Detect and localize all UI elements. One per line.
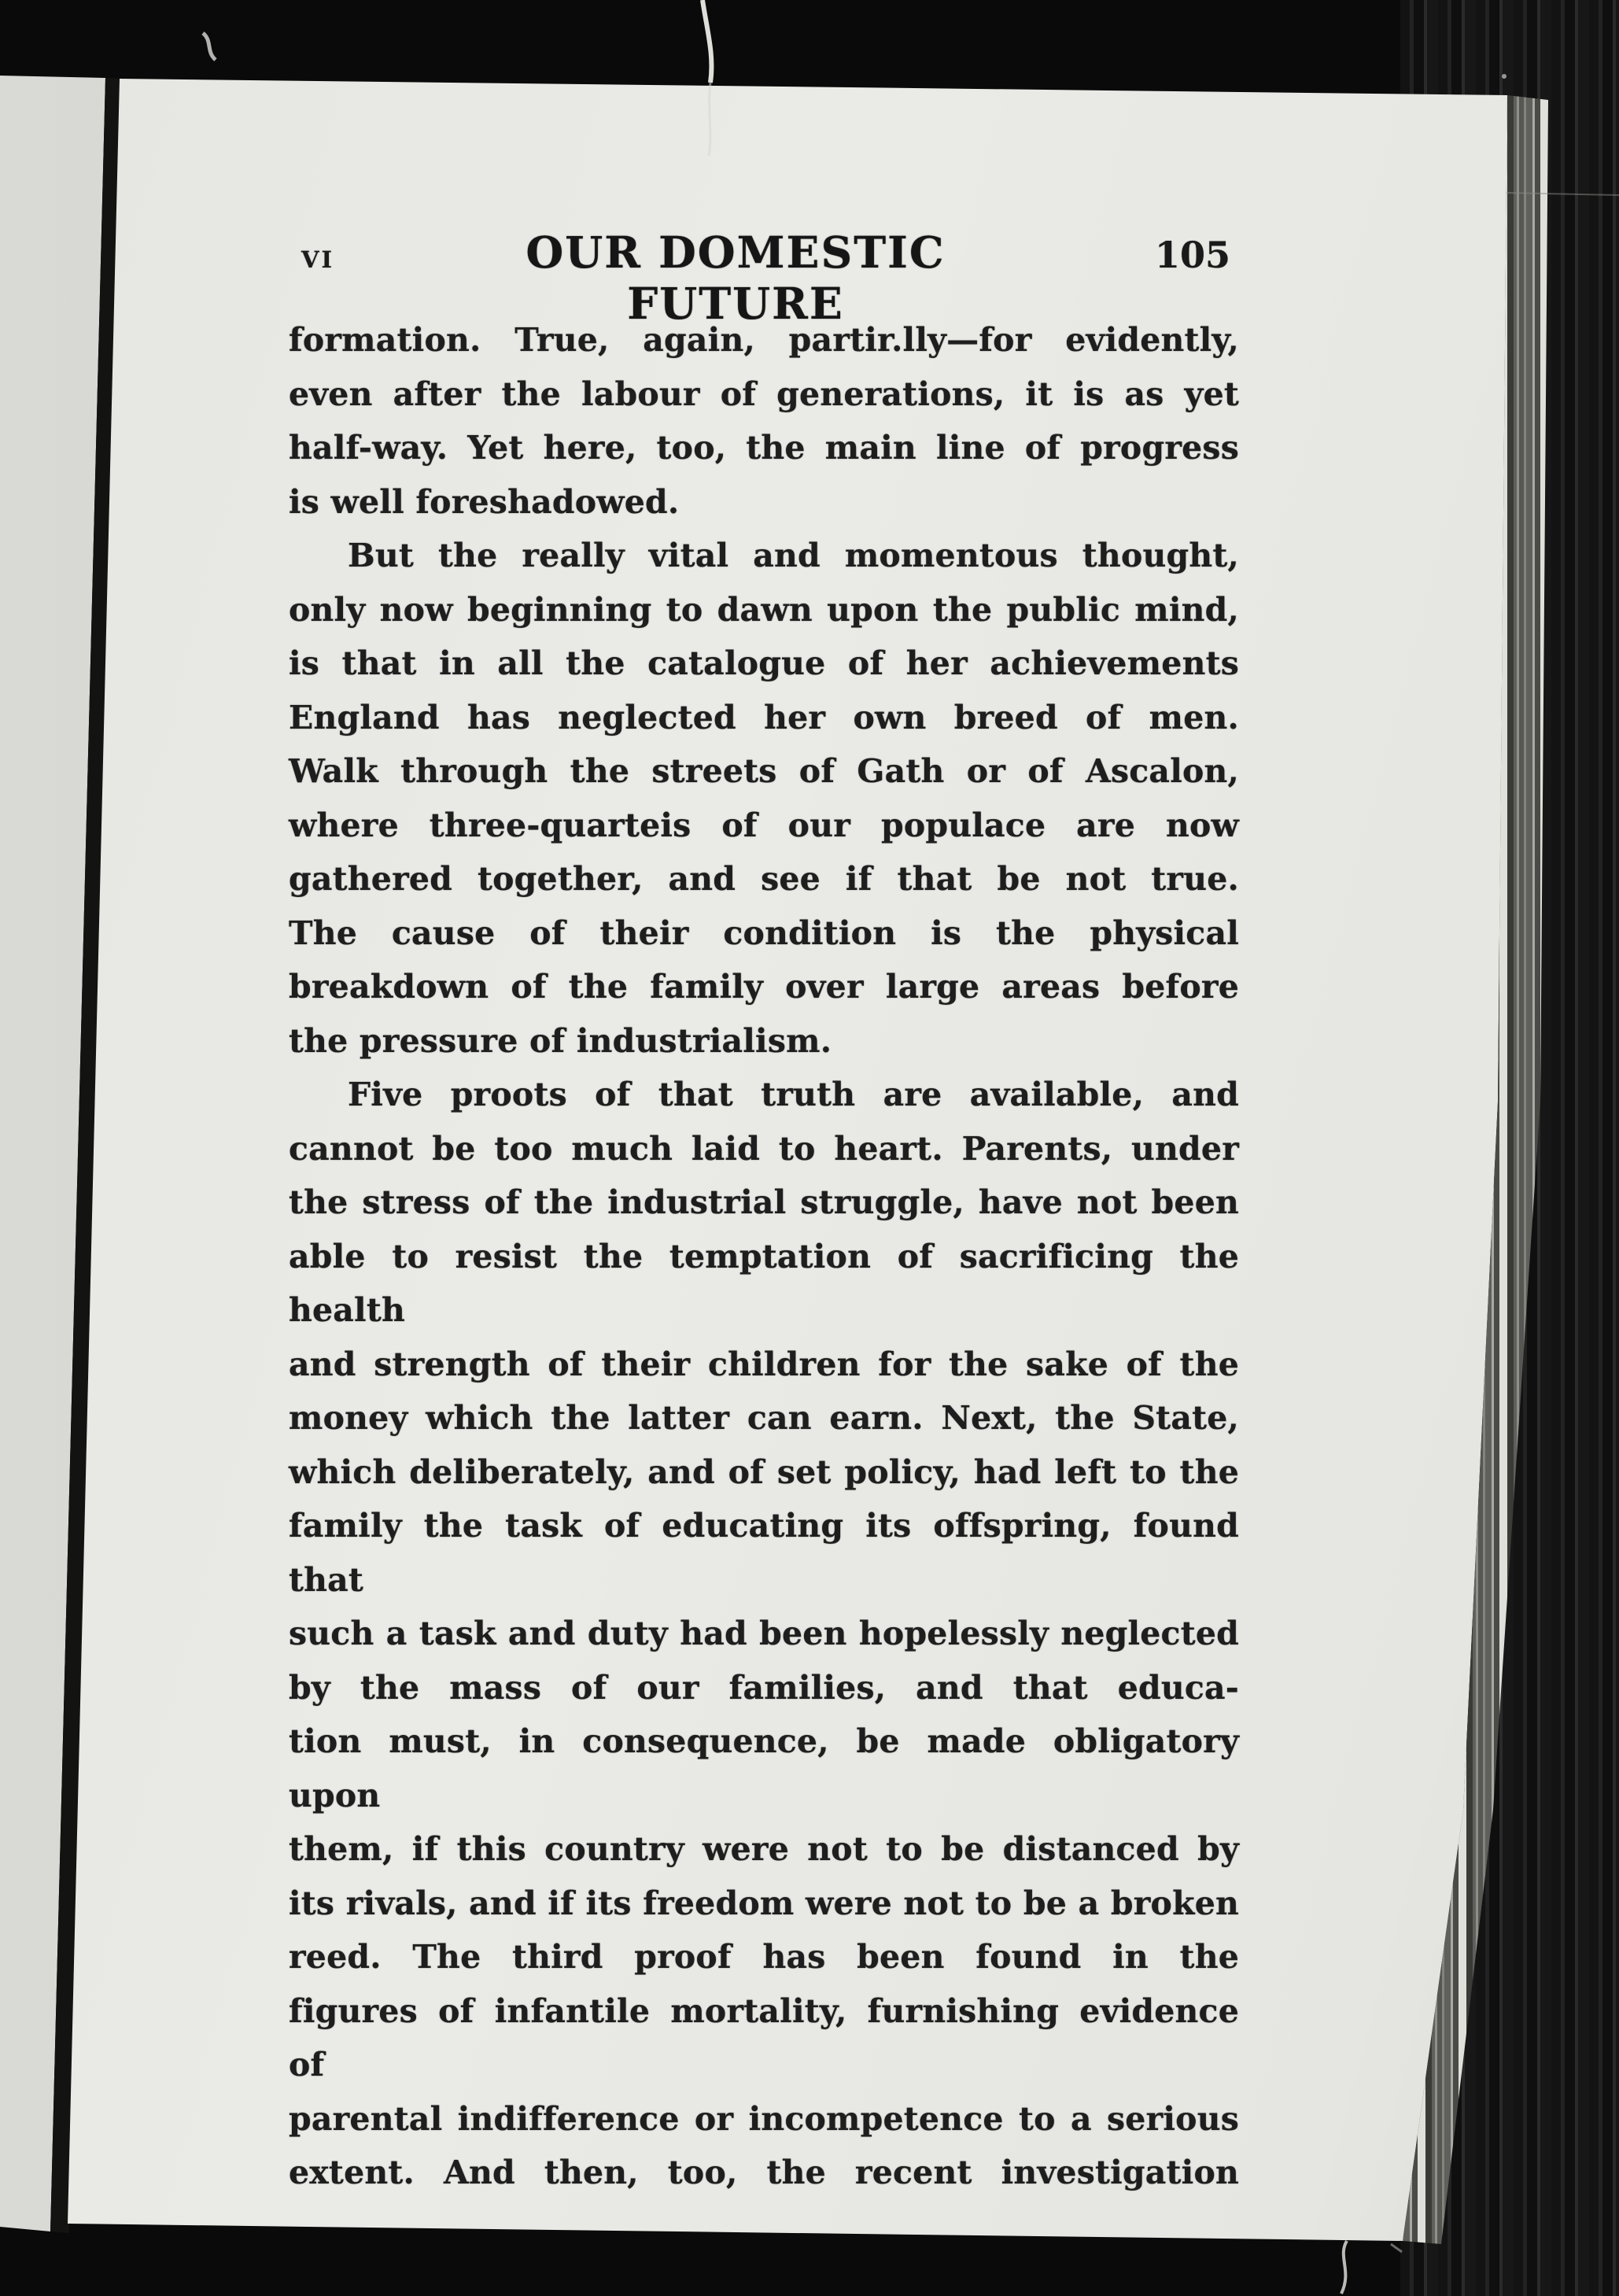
text-line: able to resist the temptation of sacrificing the health xyxy=(289,1237,1239,1329)
text-line: extent. And then, too, the recent investigation xyxy=(289,2154,1239,2191)
text-line: figures of infantile mortality, furnishing evidence of xyxy=(289,1991,1239,2084)
text-line: England has neglected her own breed of men. xyxy=(289,698,1239,736)
text-line: family the task of educating its offspring, found that xyxy=(289,1507,1239,1599)
text-line: them, if this country were not to be distanced by xyxy=(289,1830,1239,1868)
text-line: and strength of their children for the sake of the xyxy=(289,1345,1239,1383)
text-line: where three-quarteis of our populace are now xyxy=(289,806,1239,844)
dust-artifact-top xyxy=(1502,74,1507,79)
text-line: is that in all the catalogue of her achievements xyxy=(289,644,1239,682)
squiggle-artifact-topleft xyxy=(203,33,216,60)
thread-artifact-top-faint xyxy=(709,83,710,156)
chapter-number: VI xyxy=(301,246,335,273)
page-number: 105 xyxy=(1155,234,1231,276)
text-line: even after the labour of generations, it is as yet xyxy=(289,375,1239,413)
text-line: such a task and duty had been hopelessly neglected xyxy=(289,1615,1239,1652)
text-line: cannot be too much laid to heart. Parents, under xyxy=(289,1129,1239,1168)
text-line: its rivals, and if its freedom were not to be a broken xyxy=(289,1884,1239,1922)
text-line: by the mass of our families, and that educa- xyxy=(289,1668,1239,1707)
speck-artifact-bottom xyxy=(1391,2244,1402,2252)
text-line: Walk through the streets of Gath or of Ascalon, xyxy=(289,752,1239,790)
text-line: parental indifference or incompetence to a serious xyxy=(289,2099,1239,2138)
running-title: OUR DOMESTIC FUTURE xyxy=(526,227,946,329)
text-line: the pressure of industrialism. xyxy=(289,1021,832,1060)
thread-artifact-bottom xyxy=(1341,2241,1347,2294)
text-line: But the really vital and momentous thought, xyxy=(348,537,1239,574)
page-body xyxy=(289,313,1239,2200)
text-line: gathered together, and see if that be not true. xyxy=(289,860,1239,898)
text-line: is well foreshadowed. xyxy=(289,482,680,521)
text-line: money which the latter can earn. Next, the State, xyxy=(289,1399,1239,1437)
thread-artifact-top xyxy=(703,0,711,83)
text-line: breakdown of the family over large areas before xyxy=(289,968,1239,1006)
text-line: The cause of their condition is the physical xyxy=(289,914,1239,952)
text-line: tion must, in consequence, be made obligatory upon xyxy=(289,1722,1239,1814)
text-line: formation. True, again, partir.lly—for evidently, xyxy=(289,321,1239,359)
text-line: reed. The third proof has been found in the xyxy=(289,1938,1239,1976)
text-line: which deliberately, and of set policy, had left to the xyxy=(289,1453,1239,1491)
text-line: Five proots of that truth are available, and xyxy=(348,1076,1239,1113)
text-line: only now beginning to dawn upon the public mind, xyxy=(289,590,1239,629)
scratch-artifact-right xyxy=(1507,193,1619,195)
text-line: half-way. Yet here, too, the main line of progress xyxy=(289,429,1239,467)
text-line: the stress of the industrial struggle, have not been xyxy=(289,1183,1239,1221)
